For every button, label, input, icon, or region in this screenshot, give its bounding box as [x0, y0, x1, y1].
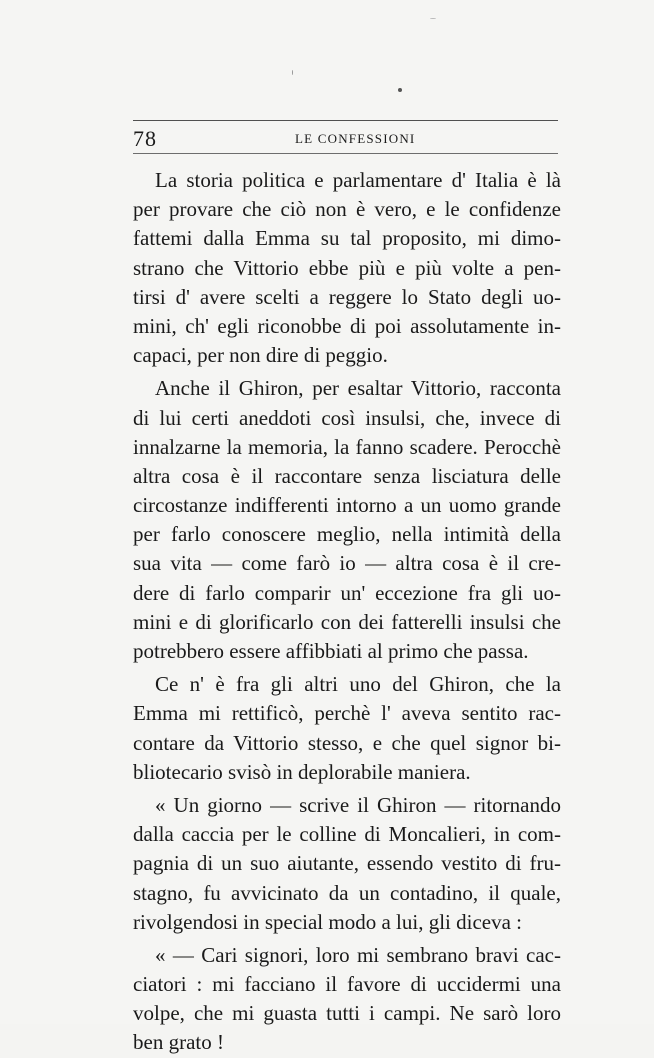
- running-title: LE CONFESSIONI: [295, 131, 416, 146]
- text-line: strano che Vittorio ebbe più e più volte a pen-: [133, 255, 561, 280]
- text-line: volpe, che mi guasta tutti i campi. Ne sarò loro: [133, 1001, 561, 1026]
- text-line: innalzarne la memoria, la fanno scadere. Perocchè: [133, 434, 561, 459]
- text-line: per farlo conoscere meglio, nella intimità della: [133, 522, 561, 547]
- text-line: circostanze indifferenti intorno a un uomo grande: [133, 493, 561, 518]
- text-line: ciatori : mi facciano il favore di uccidermi una: [133, 972, 561, 997]
- paragraph: [133, 941, 561, 1058]
- text-line: La storia politica e parlamentare d' Italia è là: [155, 168, 561, 192]
- text-line: stagno, fu avvicinato da un contadino, il quale,: [133, 880, 561, 905]
- paper-speck: [292, 70, 293, 75]
- header-bottom-rule: [133, 153, 558, 154]
- text-line: bliotecario svisò in deplorabile maniera.: [133, 759, 471, 784]
- text-line: fattemi dalla Emma su tal proposito, mi dimo-: [133, 226, 561, 251]
- text-line: dere di farlo comparir un' eccezione fra gli uo-: [133, 580, 561, 605]
- page-header: [133, 126, 558, 152]
- text-line: per provare che ciò non è vero, e le confidenze: [133, 197, 561, 222]
- paragraph: [133, 670, 561, 787]
- text-line: « Un giorno — scrive il Ghiron — ritornando: [155, 792, 561, 817]
- text-line: Ce n' è fra gli altri uno del Ghiron, che la: [155, 672, 561, 697]
- paragraph: [133, 374, 561, 666]
- header-top-rule: [133, 120, 558, 121]
- text-line: tirsi d' avere scelti a reggere lo Stato degli uo-: [133, 284, 561, 309]
- paragraph: [133, 791, 561, 937]
- text-line: rivolgendosi in special modo a lui, gli diceva :: [133, 909, 523, 934]
- paper-speck: [430, 18, 436, 19]
- paper-speck: [398, 88, 402, 92]
- text-line: capaci, per non dire di peggio.: [133, 343, 388, 368]
- text-line: contare da Vittorio stesso, e che quel signor bi-: [133, 730, 561, 755]
- text-line: Emma mi rettificò, perchè l' aveva sentito rac-: [133, 701, 561, 726]
- text-line: ben grato !: [133, 1030, 224, 1055]
- text-line: altra cosa è il raccontare senza lisciatura delle: [133, 463, 561, 488]
- page-number: 78: [133, 126, 157, 151]
- text-line: « — Cari signori, loro mi sembrano bravi cac-: [155, 942, 561, 967]
- text-line: dalla caccia per le colline di Moncalieri, in com-: [133, 822, 561, 847]
- text-line: potrebbero essere affibbiati al primo che passa.: [133, 639, 529, 663]
- body-text: [133, 166, 561, 1058]
- text-line: sua vita — come farò io — altra cosa è il cre-: [133, 551, 561, 576]
- paragraph: [133, 166, 561, 370]
- text-line: pagnia di un suo aiutante, essendo vestito di fru-: [133, 851, 561, 876]
- text-line: Anche il Ghiron, per esaltar Vittorio, racconta: [155, 376, 561, 401]
- text-line: di lui certi aneddoti così insulsi, che, invece di: [133, 405, 561, 430]
- text-line: mini e di glorificarlo con dei fatterelli insulsi che: [133, 609, 561, 634]
- text-line: mini, ch' egli riconobbe di poi assolutamente in-: [133, 313, 561, 338]
